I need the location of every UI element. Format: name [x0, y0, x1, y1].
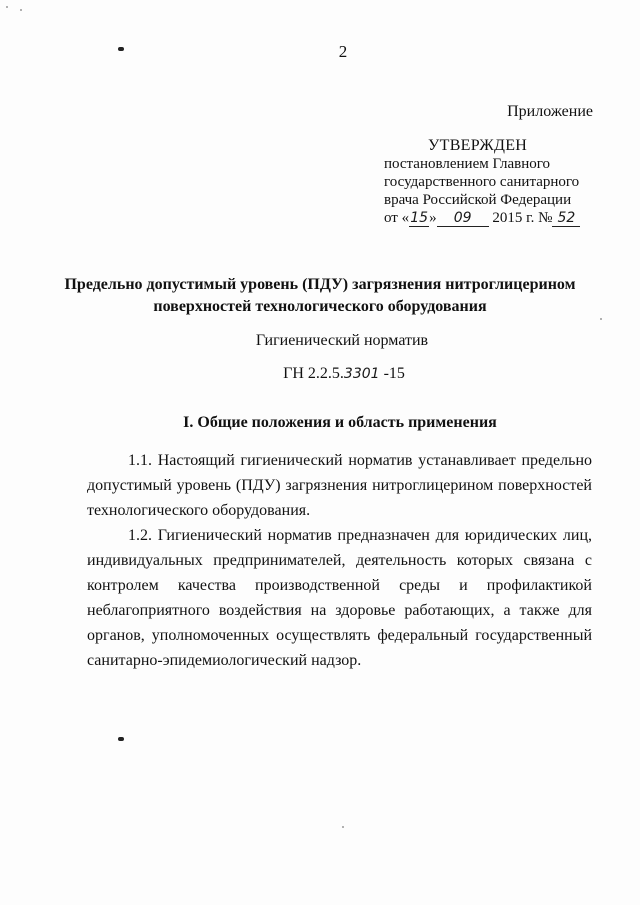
approval-line: государственного санитарного	[384, 174, 580, 190]
document-title: Предельно допустимый уровень (ПДУ) загрязнения нитроглицерином поверхностей технологического оборудования	[64, 276, 576, 315]
appendix-label: Приложение	[507, 103, 593, 120]
norm-code-prefix: ГН 2.2.5.	[283, 365, 344, 382]
approval-block	[384, 137, 580, 227]
paragraph-text: 1.1. Настоящий гигиенический норматив устанавливает предельно допустимый уровень (ПДУ) загрязнения нитроглицерином поверхностей технологического оборудования.	[87, 452, 592, 519]
paragraph-1-1	[87, 448, 592, 523]
paragraph-text: 1.2. Гигиенический норматив предназначен для юридических лиц, индивидуальных предпринимателей, деятельность которых связана с контролем качества производственной среды и профилактикой неблагоприятного воздействия на здоровье работающих, а также для органов, уполномоченных осуществлять федеральный государственный санитарно-эпидемиологический надзор.	[87, 527, 592, 669]
page-number: 2	[338, 42, 348, 61]
date-month: 09	[437, 211, 489, 227]
scan-speck	[342, 826, 344, 828]
section-heading: I. Общие положения и область применения	[183, 414, 497, 431]
norm-code	[0, 365, 640, 383]
approval-date-line	[384, 209, 580, 227]
date-mid: »	[429, 210, 437, 226]
scan-speck	[600, 318, 602, 320]
date-day: 15	[410, 210, 429, 226]
norm-code-suffix: -15	[383, 365, 405, 382]
scan-speck	[20, 9, 22, 11]
scan-mark	[118, 737, 124, 741]
scan-speck	[6, 6, 8, 8]
paragraph-1-2	[87, 523, 592, 673]
number-prefix: №	[538, 210, 553, 226]
approval-number: 52	[552, 211, 580, 227]
document-subtitle: Гигиенический норматив	[255, 332, 429, 349]
approved-heading: УТВЕРЖДЕН	[428, 137, 528, 154]
approval-line: постановлением Главного	[384, 156, 551, 172]
approval-line: врача Российской Федерации	[384, 192, 572, 208]
norm-code-number: 3301	[343, 366, 380, 382]
date-prefix: от «	[384, 210, 410, 226]
date-year: 2015 г.	[492, 210, 535, 226]
